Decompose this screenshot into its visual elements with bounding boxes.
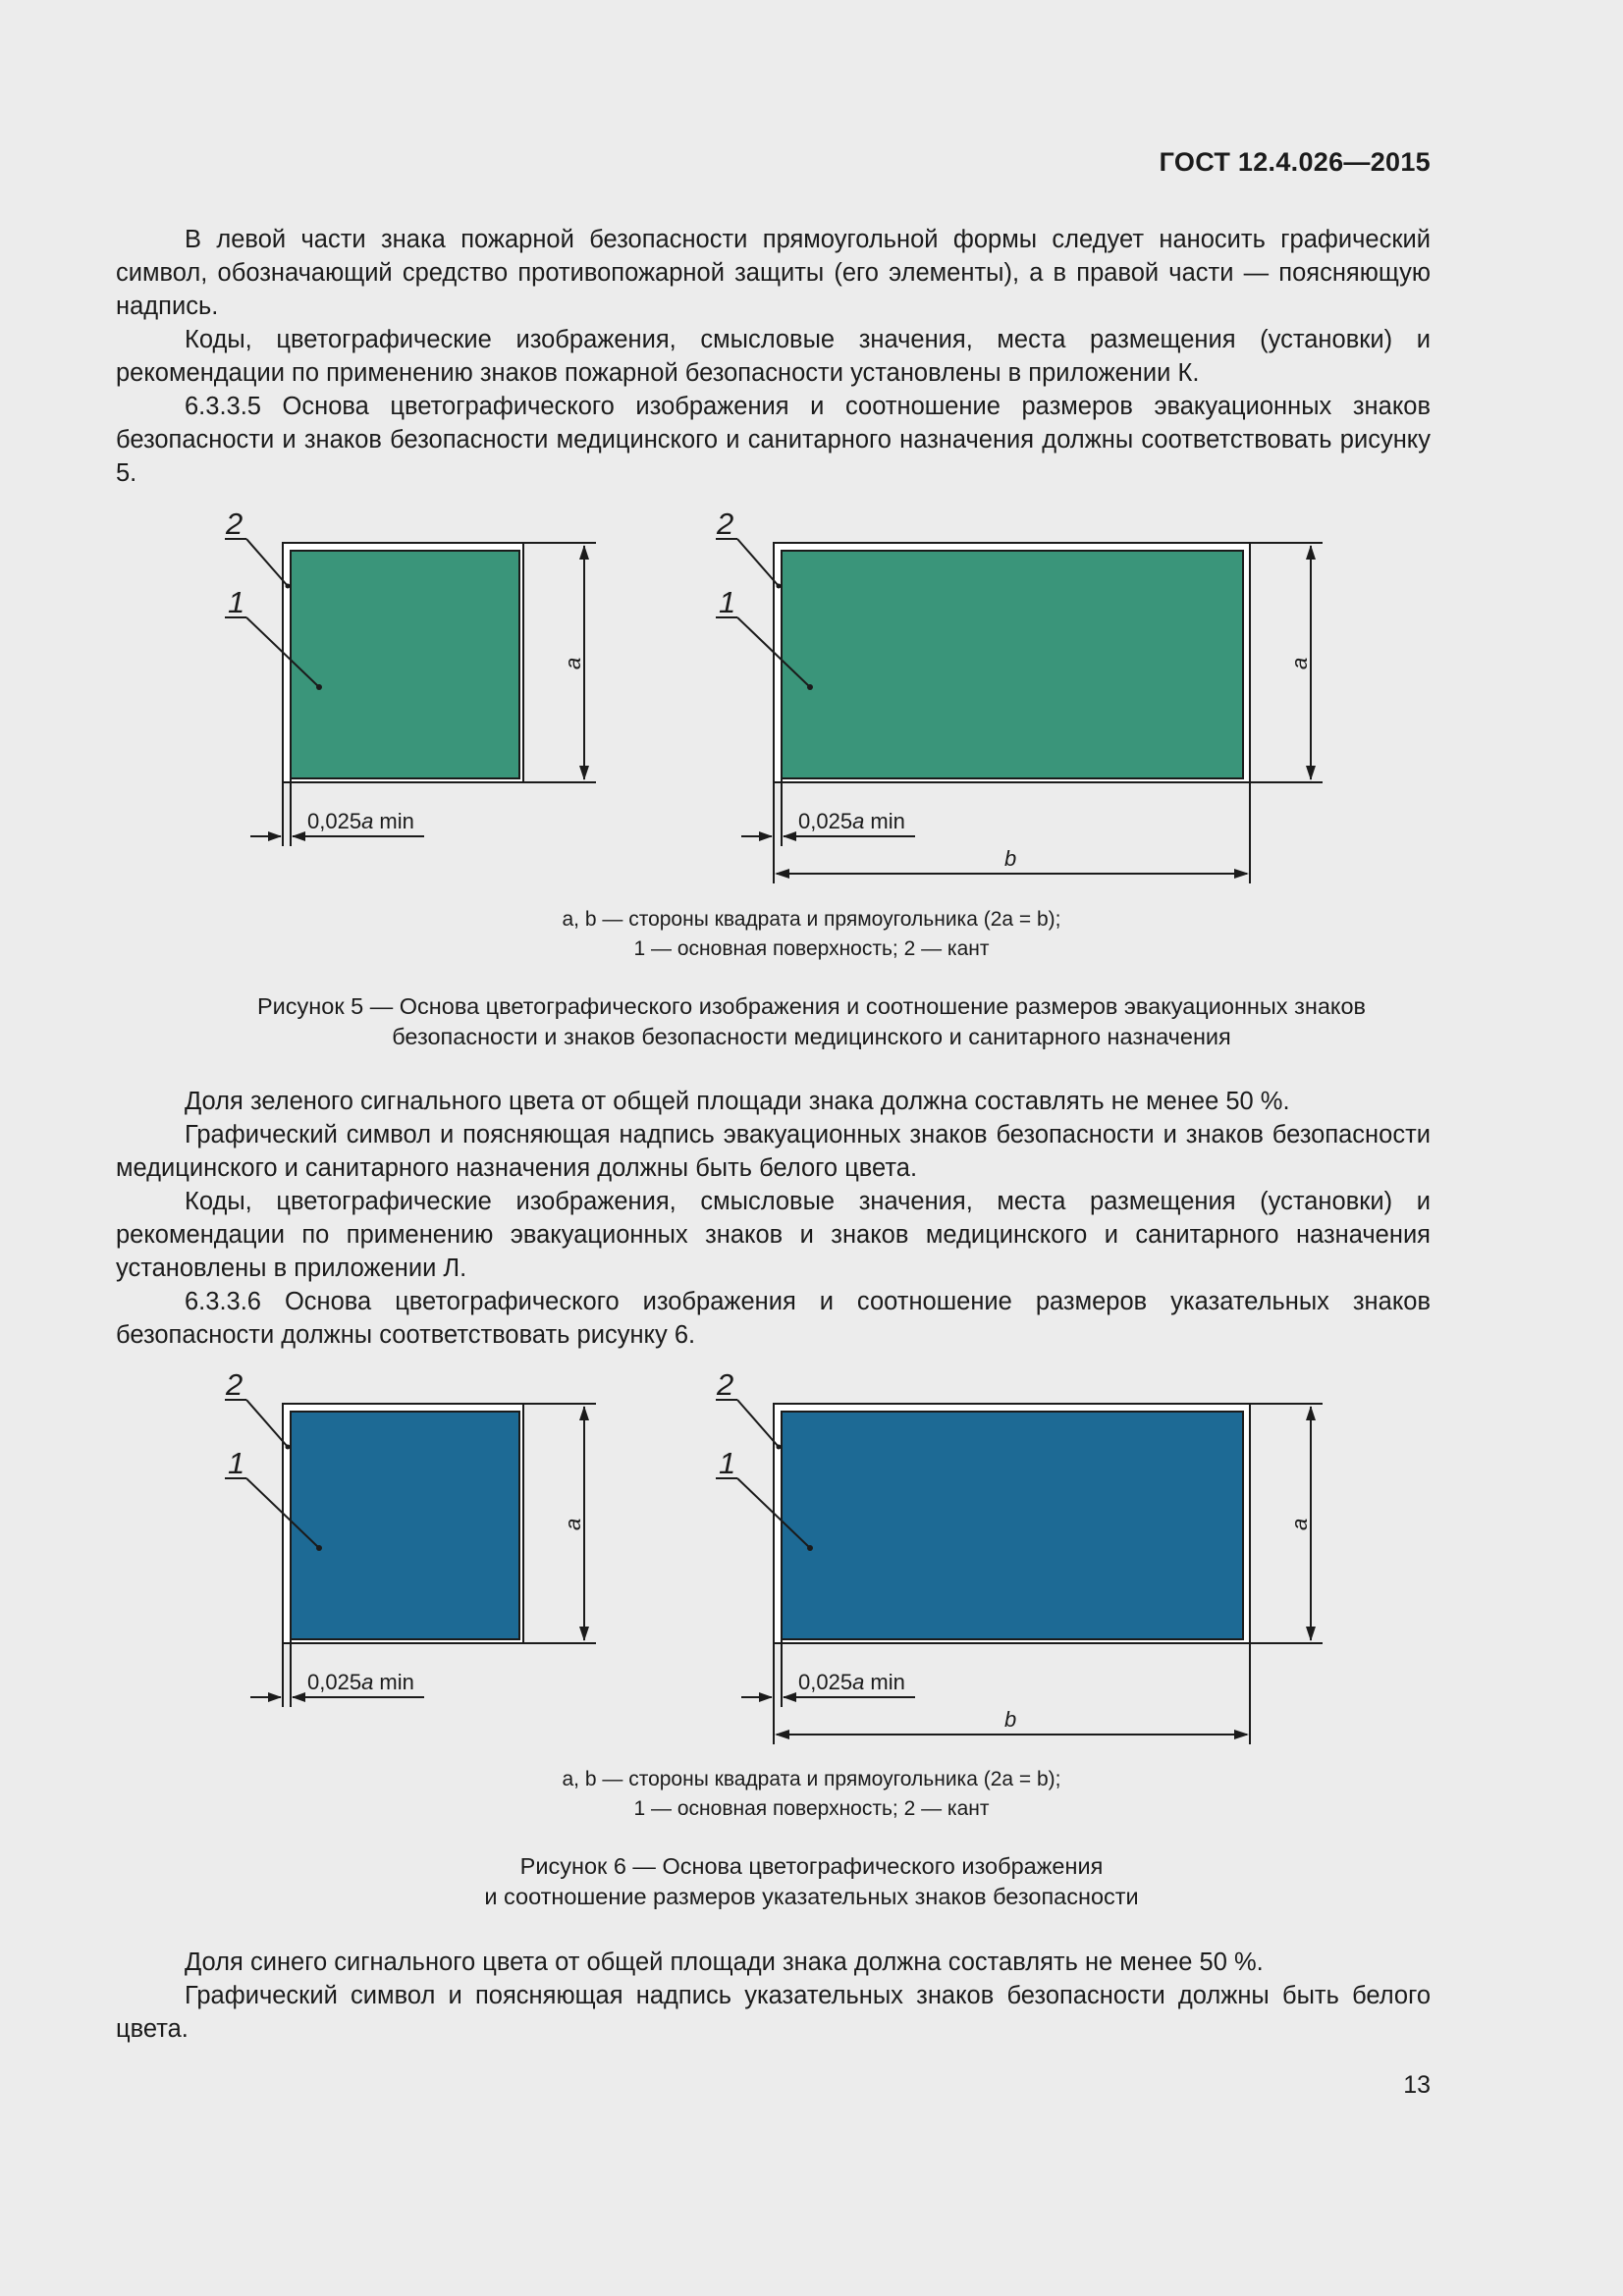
page-number: 13 (1403, 2071, 1431, 2099)
arrowhead (1234, 869, 1249, 879)
label-2: 2 (226, 1367, 243, 1402)
figure-6-legend (0, 1765, 1623, 1824)
figure-5 (0, 501, 1623, 893)
leader-dot (777, 1445, 782, 1450)
leader-dot (316, 684, 322, 690)
legend-line: a, b — стороны квадрата и прямоугольника (2a = b); (562, 1768, 1061, 1790)
leader-dot (286, 584, 291, 589)
figure-6-caption (0, 1851, 1623, 1912)
paragraph: Графический символ и поясняющая надпись указательных знаков безопасности должны быть белого цвета. (116, 1982, 1431, 2043)
figure-6 (0, 1362, 1623, 1754)
arrowhead (759, 831, 773, 841)
arrowhead (268, 1692, 282, 1702)
arrowhead (783, 1692, 796, 1702)
leader-dot (807, 1545, 813, 1551)
arrowhead (759, 1692, 773, 1702)
leader-2 (246, 1400, 288, 1447)
arrowhead (1306, 545, 1316, 560)
dim-b-label: b (1004, 1707, 1017, 1732)
legend-line: 1 — основная поверхность; 2 — кант (633, 937, 990, 960)
paragraph: Коды, цветографические изображения, смысловые значения, места размещения (установки) и рекомендации по применению знаков пожарной безопасности установлены в приложении К. (116, 326, 1431, 387)
label-2: 2 (226, 507, 243, 541)
label-2: 2 (717, 1367, 734, 1402)
square-main-surface (291, 1412, 519, 1639)
arrowhead (292, 831, 305, 841)
leader-2 (246, 539, 288, 586)
label-1: 1 (719, 585, 736, 619)
arrowhead (292, 1692, 305, 1702)
dim-b-label: b (1004, 846, 1017, 871)
leader-2 (737, 539, 779, 586)
square-main-surface (291, 551, 519, 778)
arrowhead (775, 869, 789, 879)
label-2: 2 (717, 507, 734, 541)
arrowhead (268, 831, 282, 841)
text-block-2 (116, 1085, 1431, 1352)
arrowhead (579, 1406, 589, 1420)
arrowhead (1306, 1406, 1316, 1420)
dim-border-label: 0,025a min (798, 1670, 905, 1694)
dim-border-label: 0,025a min (307, 1670, 414, 1694)
paragraph: Коды, цветографические изображения, смысловые значения, места размещения (установки) и рекомендации по применению эвакуационных знаков и знаков медицинского и санитарного назначения установлены в приложении Л. (116, 1188, 1431, 1282)
leader-2 (737, 1400, 779, 1447)
paragraph: 6.3.3.6 Основа цветографического изображения и соотношение размеров указательных знаков безопасности должны соответствовать рисунку 6. (116, 1288, 1431, 1349)
dim-border-label: 0,025a min (798, 809, 905, 833)
paragraph: 6.3.3.5 Основа цветографического изображения и соотношение размеров эвакуационных знаков безопасности и знаков безопасности медицинского и санитарного назначения должны соответствовать рисунку 5. (116, 393, 1431, 487)
paragraph: Доля зеленого сигнального цвета от общей площади знака должна составлять не менее 50 %. (185, 1088, 1290, 1115)
dim-a-label: a (1287, 1518, 1312, 1530)
arrowhead (775, 1730, 789, 1739)
legend-line: 1 — основная поверхность; 2 — кант (633, 1797, 990, 1820)
leader-dot (777, 584, 782, 589)
rectangle-main-surface (782, 551, 1243, 778)
document-number: ГОСТ 12.4.026—2015 (1159, 147, 1431, 177)
figure-5-legend (0, 905, 1623, 964)
caption-line: и соотношение размеров указательных знаков безопасности (484, 1884, 1139, 1909)
figure-5-caption (0, 991, 1623, 1052)
dim-border-label: 0,025a min (307, 809, 414, 833)
arrowhead (1306, 1627, 1316, 1641)
paragraph: Доля синего сигнального цвета от общей площади знака должна составлять не менее 50 %. (185, 1949, 1264, 1976)
label-1: 1 (719, 1446, 736, 1480)
figure-6-diagram (0, 1362, 1623, 1754)
leader-dot (807, 684, 813, 690)
leader-dot (316, 1545, 322, 1551)
label-1: 1 (228, 585, 245, 619)
arrowhead (1306, 766, 1316, 780)
dim-a-label: a (1287, 657, 1312, 669)
caption-line: безопасности и знаков безопасности медицинского и санитарного назначения (392, 1024, 1231, 1049)
figure-5-diagram (0, 501, 1623, 893)
text-block-1 (116, 223, 1431, 490)
caption-line: Рисунок 5 — Основа цветографического изображения и соотношение размеров эвакуационных знаков (256, 993, 1367, 1019)
rectangle-main-surface (782, 1412, 1243, 1639)
arrowhead (579, 766, 589, 780)
arrowhead (783, 831, 796, 841)
text-block-3 (116, 1946, 1431, 2046)
arrowhead (579, 545, 589, 560)
paragraph: Графический символ и поясняющая надпись эвакуационных знаков безопасности и знаков безопасности медицинского и санитарного назначения должны быть белого цвета. (116, 1121, 1431, 1182)
dim-a-label: a (561, 1518, 585, 1530)
caption-line: Рисунок 6 — Основа цветографического изображения (519, 1853, 1104, 1879)
arrowhead (1234, 1730, 1249, 1739)
dim-a-label: a (561, 657, 585, 669)
leader-dot (286, 1445, 291, 1450)
paragraph: В левой части знака пожарной безопасности прямоугольной формы следует наносить графический символ, обозначающий средство противопожарной защиты (его элементы), а в правой части — поясняющую надпись. (116, 226, 1431, 320)
arrowhead (579, 1627, 589, 1641)
label-1: 1 (228, 1446, 245, 1480)
legend-line: a, b — стороны квадрата и прямоугольника (2a = b); (562, 908, 1061, 931)
